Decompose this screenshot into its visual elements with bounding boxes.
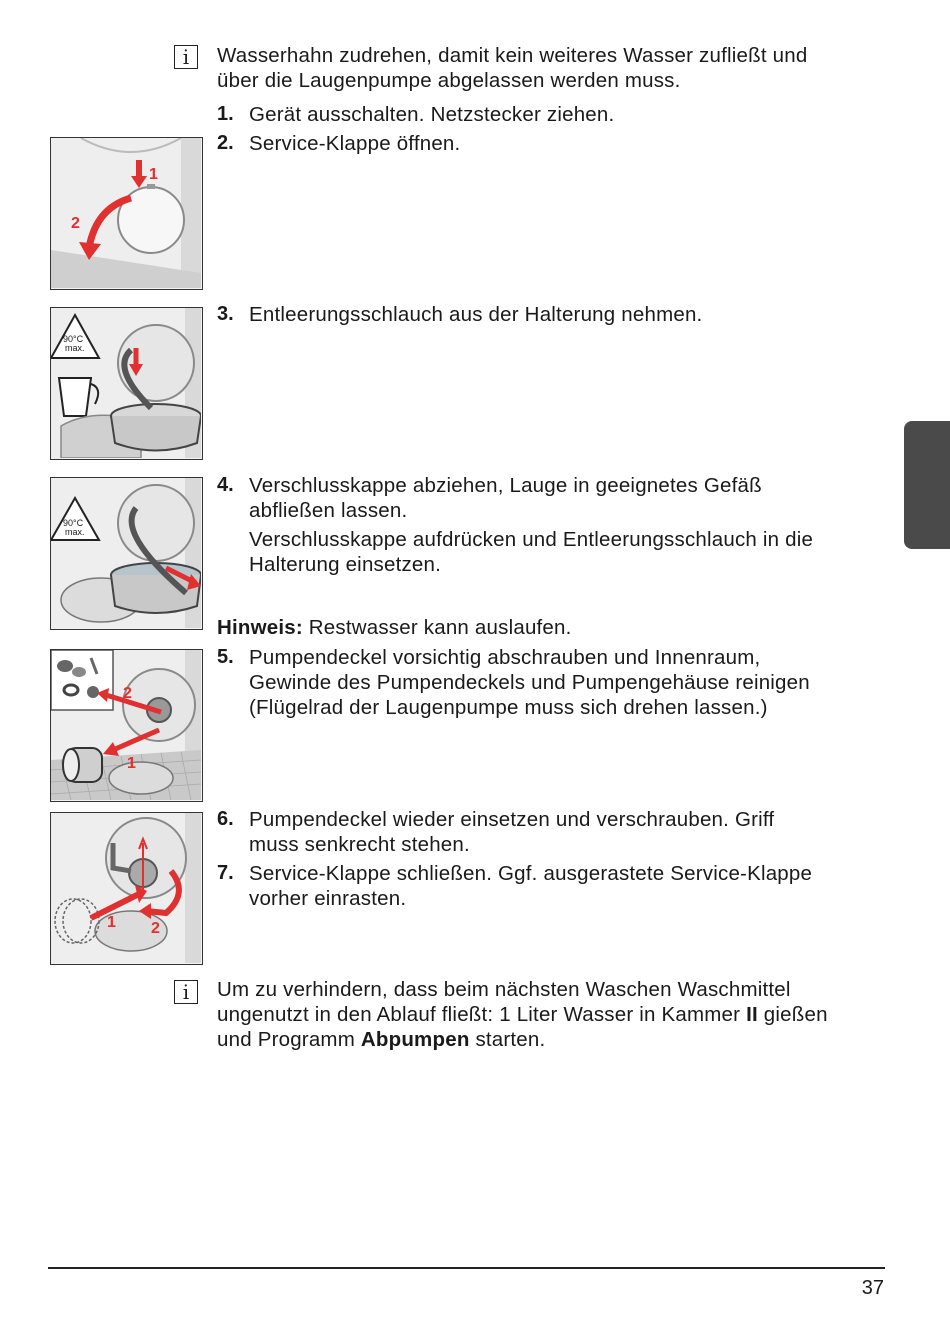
figure-label-2: 2 <box>151 920 160 937</box>
chapter-tab <box>904 421 950 549</box>
info-icon: i <box>174 45 198 69</box>
step-3-text: Entleerungsschlauch aus der Halterung nehmen. <box>249 303 703 326</box>
step-2-number: 2. <box>217 132 234 154</box>
figure-pump-cover <box>50 649 203 802</box>
info-icon: i <box>174 980 198 1004</box>
step-2-text: Service-Klappe öffnen. <box>249 132 461 155</box>
figure-label-1: 1 <box>107 914 116 931</box>
figure-label-2: 2 <box>123 685 132 702</box>
program-name: Abpumpen <box>360 1028 470 1051</box>
step-4-text-1: Verschlusskappe abziehen, Lauge in geeignetes Gefäß <box>249 474 762 497</box>
figure-label-2: 2 <box>71 215 80 232</box>
outro-line-3c: starten. <box>469 1028 546 1051</box>
intro-line-2: über die Laugenpumpe abgelassen werden muss. <box>217 69 681 92</box>
outro-line-2 <box>217 1002 828 1027</box>
warning-temp: 90°C <box>63 334 84 344</box>
step-5-text-2: Gewinde des Pumpendeckels und Pumpengehäuse reinigen <box>249 671 810 694</box>
figure-drain-hose <box>50 307 203 460</box>
figure-label-1: 1 <box>149 166 158 183</box>
figure-reinsert-cover <box>50 812 203 965</box>
step-3-number: 3. <box>217 303 234 325</box>
outro-line-1: Um zu verhindern, dass beim nächsten Waschen Waschmittel <box>217 978 791 1001</box>
warning-max: max. <box>65 343 85 353</box>
outro-line-2a: ungenutzt in den Ablauf fließt: 1 Liter Wasser in Kammer <box>217 1003 747 1026</box>
step-1-number: 1. <box>217 103 234 125</box>
outro-line-3 <box>217 1027 545 1052</box>
chamber-label: II <box>746 1003 758 1026</box>
step-6-text-2: muss senkrecht stehen. <box>249 833 470 856</box>
step-6-number: 6. <box>217 808 234 830</box>
footer-rule <box>48 1267 885 1269</box>
step-5-number: 5. <box>217 646 234 668</box>
step-7-text-2: vorher einrasten. <box>249 887 407 910</box>
step-7-text-1: Service-Klappe schließen. Ggf. ausgerastete Service-Klappe <box>249 862 813 885</box>
warning-temp: 90°C <box>63 518 84 528</box>
note-text: Restwasser kann auslaufen. <box>302 616 572 639</box>
step-5-text-1: Pumpendeckel vorsichtig abschrauben und Innenraum, <box>249 646 761 669</box>
figure-drain-water <box>50 477 203 630</box>
outro-line-2c: gießen <box>757 1003 828 1026</box>
step-6-text-1: Pumpendeckel wieder einsetzen und verschrauben. Griff <box>249 808 775 831</box>
note <box>217 615 572 640</box>
step-4-text-4: Halterung einsetzen. <box>249 553 442 576</box>
note-label: Hinweis: <box>217 616 303 639</box>
page-number: 37 <box>861 1277 884 1299</box>
step-4-text-2: abfließen lassen. <box>249 499 408 522</box>
warning-max: max. <box>65 527 85 537</box>
step-1-text: Gerät ausschalten. Netzstecker ziehen. <box>249 103 615 126</box>
step-7-number: 7. <box>217 862 234 884</box>
figure-label-1: 1 <box>127 755 136 772</box>
step-4-text-3: Verschlusskappe aufdrücken und Entleerungsschlauch in die <box>249 528 814 551</box>
intro-line-1: Wasserhahn zudrehen, damit kein weiteres Wasser zufließt und <box>217 44 808 67</box>
figure-open-service-flap <box>50 137 203 290</box>
step-5-text-3: (Flügelrad der Laugenpumpe muss sich drehen lassen.) <box>249 696 768 719</box>
step-4-number: 4. <box>217 474 234 496</box>
outro-line-3a: und Programm <box>217 1028 361 1051</box>
